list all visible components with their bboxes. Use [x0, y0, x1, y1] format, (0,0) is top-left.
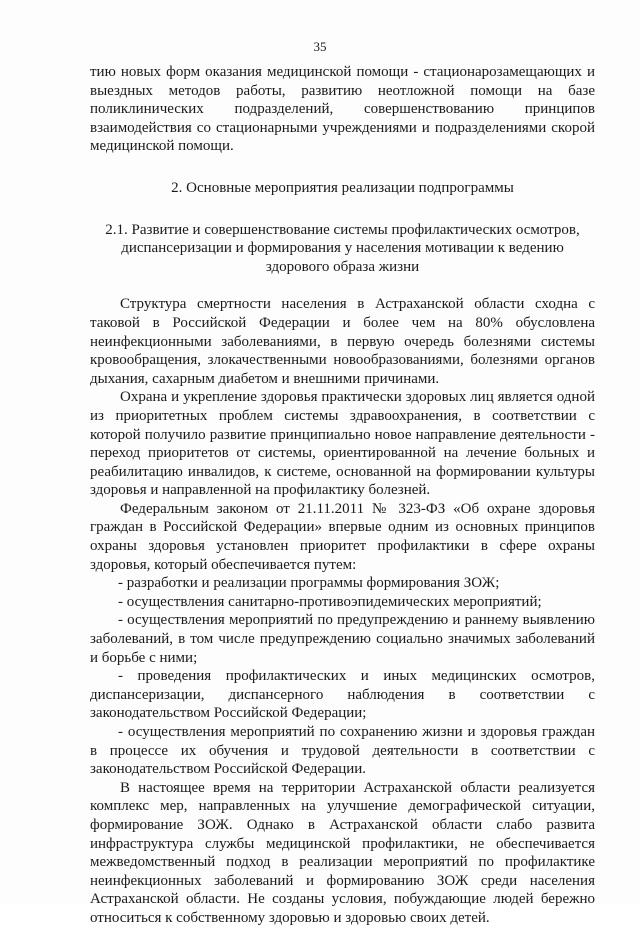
- list-item: - осуществления мероприятий по сохранению жизни и здоровья граждан в процессе их обучения и трудовой деятельности в соответствии с законодательством Российской Федерации.: [90, 724, 595, 778]
- section-heading: 2. Основные мероприятия реализации подпрограммы: [171, 179, 514, 196]
- list-item: - осуществления санитарно-противоэпидемических мероприятий;: [118, 593, 542, 610]
- paragraph-federal-law: Федеральным законом от 21.11.2011 № 323-ФЗ «Об охране здоровья граждан в Российской Федерации» впервые одним из основных принципов охраны здоровья установлен приоритет профилактики в сфере охраны здоровья, который обеспечивается путем:: [90, 500, 595, 573]
- intro-paragraph: тию новых форм оказания медицинской помощи - стационарозамещающих и выездных методов работы, развитию неотложной помощи на базе поликлинических подразделений, совершенствованию принципов взаимодействия со стационарными учреждениями и подразделениями скорой медицинской помощи.: [90, 64, 595, 155]
- document-body: [90, 63, 595, 928]
- list-item: - проведения профилактических и иных медицинских осмотров, диспансеризации, диспансерного наблюдения в соответствии с законодательством Российской Федерации;: [90, 668, 595, 722]
- list-item: - осуществления мероприятий по предупреждению и раннему выявлению заболеваний, в том числе предупреждению социально значимых заболеваний и борьбе с ними;: [90, 612, 595, 666]
- subsection-heading: 2.1. Развитие и совершенствование системы профилактических осмотров, диспансеризации и формирования у населения мотивации к ведению здорового образа жизни: [105, 221, 580, 275]
- list-item: - разработки и реализации программы формирования ЗОЖ;: [118, 575, 500, 592]
- page-number: 35: [313, 39, 327, 54]
- final-paragraph: В настоящее время на территории Астраханской области реализуется комплекс мер, направленных на улучшение демографической ситуации, формирование ЗОЖ. Однако в Астраханской области слабо развита инфраструктура службы медицинской профилактики, не обеспечивается межведомственный подход в реализации мероприятий по профилактике неинфекционных заболеваний и формированию ЗОЖ среди населения Астраханской области. Не созданы условия, побуждающие людей бережно относиться к собственному здоровью и здоровью своих детей.: [90, 779, 595, 926]
- paragraph-mortality: Структура смертности населения в Астраханской области сходна с таковой в Российской Федерации и более чем на 80% обусловлена неинфекционными заболеваниями, в первую очередь болезнями системы кровообращения, злокачественными новообразованиями, болезнями органов дыхания, сахарным диабетом и внешними причинами.: [90, 296, 595, 387]
- paragraph-health-protection: Охрана и укрепление здоровья практически здоровых лиц является одной из приоритетных проблем системы здравоохранения, в соответствии с которой получило развитие принципиально новое направление деятельности - переход приоритетов от системы, ориентированной на лечение больных и реабилитацию инвалидов, к системе, основанной на формировании культуры здоровья и направленной на профилактику болезней.: [90, 389, 595, 499]
